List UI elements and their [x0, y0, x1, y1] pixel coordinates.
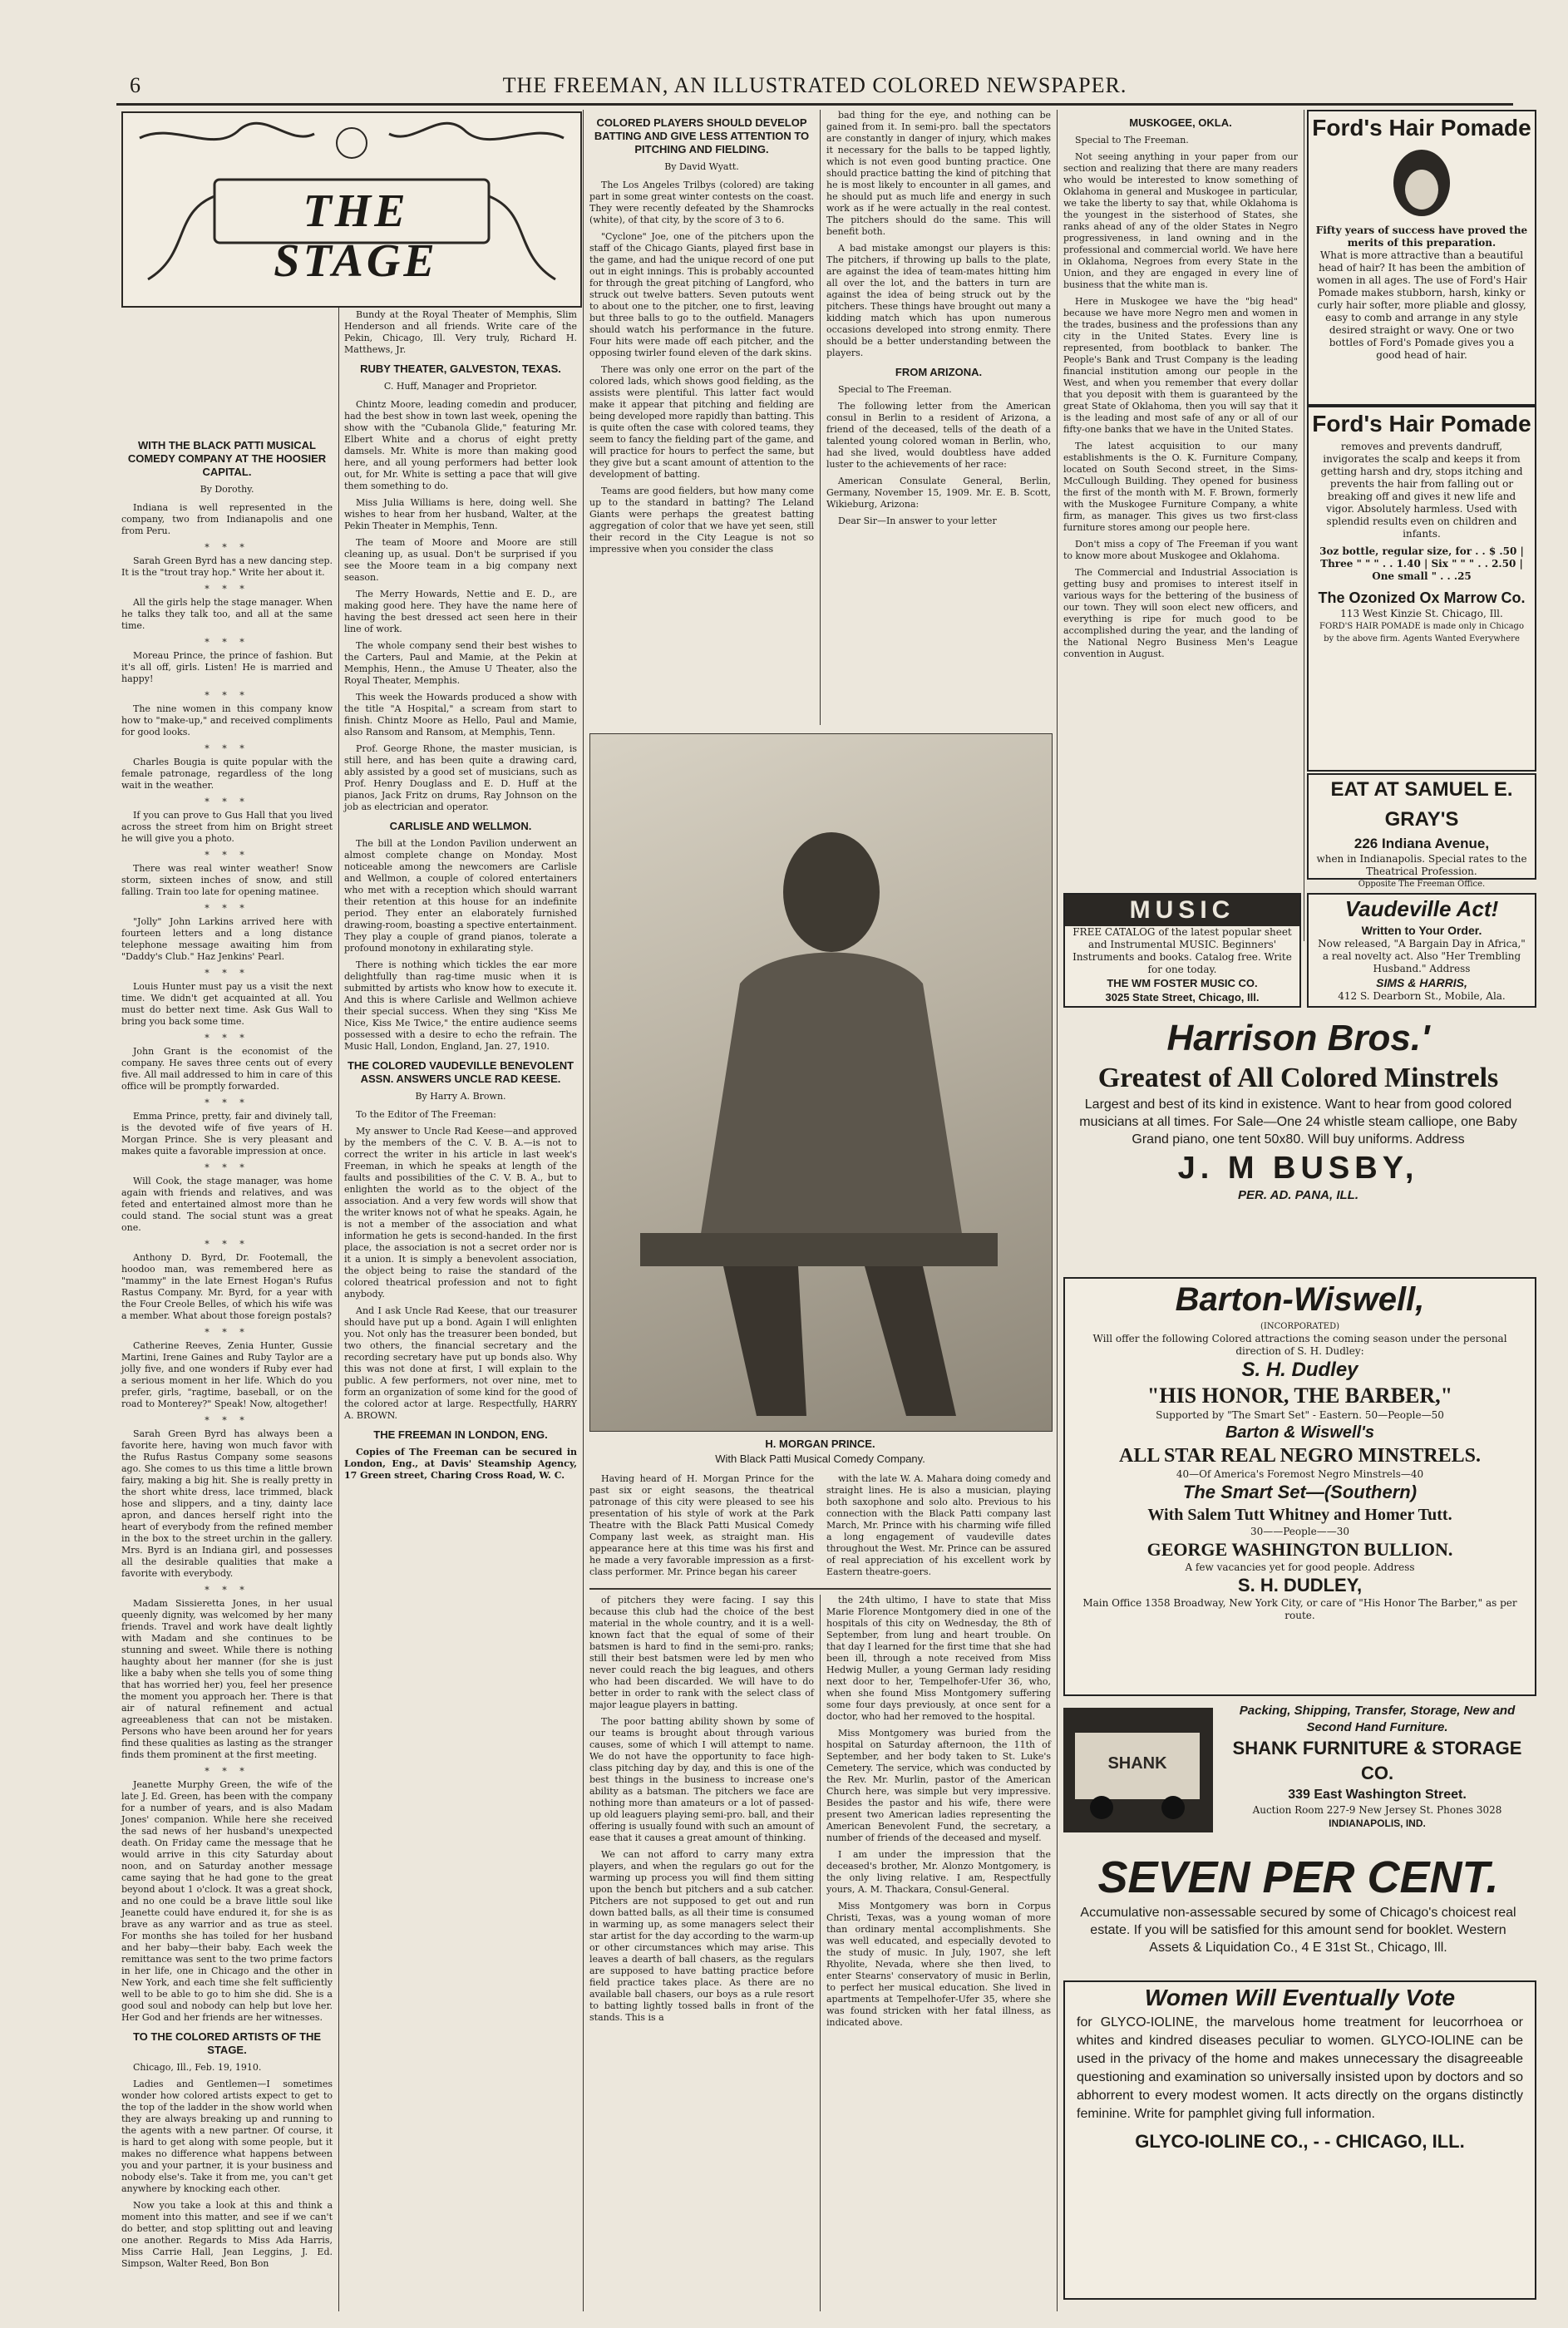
prince-paragraph: with the late W. A. Mahara doing comedy and straight lines. He is also a musician, playing both saxophone and solo alto. Previous to his connection with the Black Patti company last March, Mr. Prince with his charming wife filled a long engagement of vaudeville dates throughout the West. Mr. Prince can be assured of real appreciation of his excellent work by Eastern theatre-goers. — [826, 1473, 1051, 1577]
vaudeville-paragraph: And I ask Uncle Rad Keese, that our treasurer should have put up a bond. Again I will enlighten you. Not only has the treasurer been bonded, but two others, the financial secretary and the recording secretary have put up bonds also. Why this was not done at first, I will explain to the public. A few performers, not over nine, met to form an organization of some kind for the good of the colored actor at large. Respectfully, HARRY A. BROWN. — [344, 1305, 577, 1421]
ruby-paragraph: This week the Howards produced a show with the title "A Hospital," a scream from start to finish. Chintz Moore as Hello, Paul and Mamie, also Ransom and Ransom, at Memphis, Tenn. — [344, 692, 577, 737]
muskogee-paragraph: Don't miss a copy of The Freeman if you want to know more about Muskogee and Oklahoma. — [1063, 539, 1298, 561]
ruby-paragraph: The Merry Howards, Nettie and E. D., are making good here. They have the name here of having the best dressed act seen here in their line of work. — [344, 589, 577, 634]
stage-column: WITH THE BLACK PATTI MUSICAL COMEDY COMPANY AT THE HOOSIER CAPITAL. By Dorothy. Indiana is well represented in the company, two from Indianapolis and one from Peru. * * * Sarah Green Byrd has a new dancing step. It is the "trout tray hop." Write her about it. * * * All the girls help the stage manager. When he talks they talk too, and all at the same time. * * * Moreau Prince, the prince of fashion. But it's all off, girls. Listen! He is married and happy! * * * The nine women in this company know how to "make-up," and received compliments for good looks. * * * Charles Bougia is quite popular with the female patronage, regardless of the long wait in the weather. * * * If you can prove to Gus Hall that you lived across the street from him on Bright street he will give you a photo. * * * There was real winter weather! Snow storm, sixteen inches of snow, and still falling. Train too late for opening matinee. * * * "Jolly" John Larkins arrived here with fourteen letters and a long distance telephone message awaiting him from "Daddy's Club." Haz Jenkins' Pearl. * * * Louis Hunter must pay us a visit the next time. We didn't get acquainted at all. You must do better next time. Ask Gus Wall to bring you back some time. * * * John Grant is the economist of the company. He saves three cents out of every five. All mail addressed to him in care of this office will be promptly forwarded. * * * Emma Prince, pretty, fair and divinely tall, is the devoted wife of five years of H. Morgan Prince. She is very pleasant and makes quite a favorable impression at once. * * * Will Cook, the stage manager, was home again with friends and relatives, and was feted and entertained almost more than he could stand. The social stunt was a great one. * * * Anthony D. Byrd, Dr. Footemall, the hoodoo man, was remembered here as "mammy" in the late Ernest Hogan's Rufus Rastus Company. Mr. Byrd, for a year with the Four Creole Belles, of which his wife was a member. What about those foreign postals? * * * Catherine Reeves, Zenia Hunter, Gussie Martini, Irene Gaines and Ruby Taylor are a jolly five, and one wonders if Ruby ever had a serious moment in her life. Which do you prefer, girls, "ragtime, baseball, or on the road to Monterey?" Speak! Now, altogether! * * * Sarah Green Byrd has always been a favorite here, having won much favor with the Rufus Rastus Company some seasons ago. She comes to us this time a little brown fairy, making a big hit. She is really pretty in the short white dress, lace trimmed, black hose and slippers, and a tiny, dainty lace apron, and dances herself right into the heart of everybody from the refined member in the box to the street urchin in the gallery. Mrs. Byrd is an Indiana girl, and possesses all the desirable qualities that make a favorite with everybody. * * * Madam Sissieretta Jones, in her usual queenly dignity, was welcomed by her many friends. Travel and work have dealt lightly with Madam and she continues to be stunning and sweet. While there is nothing haughty about her manner (for she is just like a baby when she tells you of some thing that has worried her) you, feel her presence the moment you approach her. There is that air of natural refinement and actual agreeableness that can not be mistaken. Persons who have been around her for years find these qualities as lasting as the stranger finds them prominent at the first meeting. * * * Jeanette Murphy Green, the wife of the late J. Ed. Green, has been with the company for a number of years, and is also Madam Jones' companion. While here she received the sad news of her husband's unexpected death. On Friday came the message that he would arrive in this city Saturday about noon, and on Saturday another message came saying that he had gone to the great beyond about 1 o'clock. It was a great shock, and no one could be a brave little soul like Jeanette could have endured it, for she is as brave as any warrior and as true as steel. For months she has toiled for her husband and her baby—their baby. Each week the remittance was sent to the two prime factors in her life, one in Chicago and the other in New York, and each time she felt sufficiently well to be able to go to him she did. She is a good soul and nobody can help but love her. Her God and her friends are her witnesses. TO THE COLORED ARTISTS OF THE STAGE. Chicago, Ill., Feb. 19, 1910. Ladies and Gentlemen—I sometimes wonder how colored artists expect to get to the top of the ladder in the show world when they are always breaking up and running to the agents with a new partner. Of course, it is hard to get along with some people, but it makes no difference what happens between you and your partner, it is your business and nobody else's. Take it from me, you can't get anywhere by knocking each other. Now you take a look at this and think a moment into this matter, and see if we can't do better, and stop splitting out and leaving one another. Regards to Miss Ada Harris, Miss Carrie Hall, Jean Leggins, J. Ed. Simpson, Walter Reed, Bon Bon — [121, 439, 333, 2269]
shank-furniture-ad: SHANK Packing, Shipping, Transfer, Storage, New and Second Hand Furniture. SHANK FURNITURE & STORAGE CO. 339 East Washington Street. Auction Room 227-9 New Jersey St. Phones 3028 INDIANAPOLIS, IND. — [1063, 1703, 1533, 1846]
page-number: 6 — [130, 73, 141, 97]
stage-headline: WITH THE BLACK PATTI MUSICAL COMEDY COMPANY AT THE HOOSIER CAPITAL. — [127, 439, 327, 478]
woman-portrait-icon — [1309, 145, 1535, 221]
letter-dateline: Chicago, Ill., Feb. 19, 1910. — [133, 2062, 262, 2073]
baseball-headline: COLORED PLAYERS SHOULD DEVELOP BATTING AND GIVE LESS ATTENTION TO PITCHING AND FIELDING. — [594, 116, 810, 155]
arizona-headline: FROM ARIZONA. — [895, 366, 983, 378]
harrison-minstrels-ad: Harrison Bros.' Greatest of All Colored Minstrels Largest and best of its kind in existence. Want to hear from good colored musicians at all times. For Sale—One 24 whistle steam calliope, one Baby Grand piano, one tent 50x80. Will buy uniforms. Address J. M BUSBY, PER. AD. PANA, ILL. — [1079, 1018, 1517, 1202]
london-notice: Copies of The Freeman can be secured in London, Eng., at Davis' Steamship Agency, 17 Green street, Charing Cross Road, W. C. — [344, 1447, 577, 1481]
letter-paragraph: Now you take a look at this and think a moment into this matter, and see if we can't do better, and stop splitting out and leaving one another. Regards to Miss Ada Harris, Miss Carrie Hall, Jean Leggins, J. Ed. Simpson, Walter Reed, Bon Bon — [121, 2200, 333, 2269]
seven-per-cent-ad: SEVEN PER CENT. Accumulative non-assessable secured by some of Chicago's choicest real estate. If you will be satisfied for this amount send for booklet. Western Assets & Liquidation Co., 4 E 31st St., Chicago, Ill. — [1080, 1852, 1516, 1955]
baseball-paragraph: of pitchers they were facing. I say this because this club had the choice of the best material in the whole country, and it is a well-known fact that the equal of some of their batsmen is hard to find in the semi-pro. ranks; still their best batsmen were led by men who never could reach the big leagues, and others who had been discarded. We will have to do better in order to rank with the select class of major league players in batting. — [589, 1595, 814, 1710]
seated-man-figure-icon — [590, 734, 1052, 1431]
ruby-paragraph: The whole company send their best wishes to the Carters, Paul and Mamie, at the Pekin at Memphis, Henn., the Amuse U Theater, also the Royal Theater, Memphis. — [344, 640, 577, 686]
masthead — [116, 70, 1513, 106]
barton-wiswell-ad: Barton-Wiswell, (INCORPORATED) Will offer the following Colored attractions the coming season under the personal direction of S. H. Dudley: S. H. Dudley "HIS HONOR, THE BARBER," Supported by "The Smart Set" - Eastern. 50—People—50 Barton & Wiswell's ALL STAR REAL NEGRO MINSTRELS. 40—Of America's Foremost Negro Minstrels—40 The Smart Set—(Southern) With Salem Tutt Whitney and Homer Tutt. 30——People——30 GEORGE WASHINGTON BULLION. A few vacancies yet for good people. Address S. H. DUDLEY, Main Office 1358 Broadway, New York City, or care of "His Honor The Barber," as per route. — [1063, 1277, 1536, 1696]
london-headline: THE FREEMAN IN LONDON, ENG. — [373, 1428, 548, 1441]
stage-paragraph: The nine women in this company know how to "make-up," and received compliments for good looks. — [121, 703, 333, 737]
caption-name: H. MORGAN PRINCE. — [765, 1438, 875, 1450]
stage-byline: By Dorothy. — [200, 484, 254, 495]
vaudeville-paragraph: To the Editor of The Freeman: — [356, 1109, 496, 1120]
gray-restaurant-ad: EAT AT SAMUEL E. GRAY'S 226 Indiana Avenue, when in Indianapolis. Special rates to the Theatrical Profession. Opposite The Freeman Office. — [1307, 773, 1536, 880]
music-catalog-ad: MUSIC FREE CATALOG of the latest popular sheet and Instrumental MUSIC. Beginners' Instruments and books. Catalog free. Write for one today. THE WM FOSTER MUSIC CO. 3025 State Street, Chicago, Ill. — [1063, 893, 1301, 1008]
stage-paragraph: Will Cook, the stage manager, was home again with friends and relatives, and was feted and entertained almost more than he could stand. The social stunt was a great one. — [121, 1176, 333, 1233]
vaudeville-paragraph: My answer to Uncle Rad Keese—and approved by the members of the C. V. B. A.—is not to correct the writer in his article in last week's Freeman, in which he speaks at length of the faults and possibilities of the C. V. B. A., but to enlighten the world as to the object of the association. And a very few words will show that the writer knows not of what he speaks. Again, he is not a member of the association and what information he gets is second-handed. In the first place, the association is not a secret order nor is it a union. It is simply a benevolent association, the object being to raise the standard of the colored theatrical profession and not to fight anybody. — [344, 1126, 577, 1300]
stage-paragraph: Emma Prince, pretty, fair and divinely tall, is the devoted wife of five years of H. Morgan Prince. She is very pleasant and makes quite a favorable impression at once. — [121, 1111, 333, 1157]
fords-pomade-ad-1: Ford's Hair Pomade Fifty years of success have proved the merits of this preparation. What is more attractive than a beautiful head of hair? It has been the ambition of women in all ages. The use of Ford's Hair Pomade makes stubborn, harsh, kinky or curly hair softer, more pliable and glossy, easy to comb and arrange in any style desired straight or wavy. One or two bottles of Ford's Pomade gives you a good head of hair. — [1307, 110, 1536, 406]
baseball-paragraph: "Cyclone" Joe, one of the pitchers upon the staff of the Chicago Giants, played first base in the game, and had the unique record of one put out in eight innings. This is probably accounted for through the great pitching of Langford, who struck out twelve batters. Seven putouts went to about one to the pitcher, one to first, leaving but three balls to go to the outfield. Managers should watch his performance in the future. Four hits were made off each pitcher, and the opposing twirler found eleven of the dark skins. — [589, 231, 814, 358]
carlisle-paragraph: There is nothing which tickles the ear more delightfully than rag-time music when it is submitted by artists who know how to execute it. And this is where Carlisle and Wellmon achieve their special success. When they sing "Kiss Me Nice, Kiss Me Twice," the entire audience seems possessed with a desire to echo the refrain. The Music Hall, London, England, Jan. 27, 1910. — [344, 959, 577, 1052]
baseball-paragraph: Teams are good fielders, but how many come up to the standard in batting? The Leland Giants were perhaps the greatest batting aggregation of color that we have yet seen, still their record in the City League is not so impressive when you consider the class — [589, 486, 814, 555]
arizona-special: Special to The Freeman. — [838, 384, 952, 395]
letter-paragraph: Ladies and Gentlemen—I sometimes wonder how colored artists expect to get to the top of the ladder in the show world when they are always breaking up and running to the agents with a new partner. Of course, it is hard to get along with some people, but it makes no difference what happens between you and your partner, it is your business and nobody else's. Take it from me, you can't get anywhere by knocking each other. — [121, 2079, 333, 2194]
stage-paragraph: All the girls help the stage manager. When he talks they talk too, and all at the same time. — [121, 597, 333, 631]
stage-paragraph: Charles Bougia is quite popular with the female patronage, regardless of the long wait in the weather. — [121, 757, 333, 791]
arizona-paragraph: I am under the impression that the deceased's brother, Mr. Alonzo Montgomery, is the only living relative. I am, Respectfully yours, A. M. Thackara, Consul-General. — [826, 1849, 1051, 1895]
vaudeville-byline: By Harry A. Brown. — [415, 1091, 506, 1102]
arizona-paragraph: The following letter from the American consul in Berlin to a resident of Arizona, a friend of the deceased, tells of the death of a talented young colored woman in Berlin, who, had she lived, would doubtless have added luster to the achievements of her race: — [826, 401, 1051, 470]
carlisle-paragraph: The bill at the London Pavilion underwent an almost complete change on Monday. Most noticeable among the newcomers are Carlisle and Wellmon, a couple of colored entertainers who met with a reception which should warrant their retention at this house for an indefinite period. They enter an elaborately furnished drawing-room, boasting a spective entertainment. They play a couple of grand pianos, tolerate a profound monotony in exhilarating style. — [344, 838, 577, 954]
stage-paragraph: Jeanette Murphy Green, the wife of the late J. Ed. Green, has been with the company for a number of years, and is also Madam Jones' companion. While here she received the sad news of her husband's unexpected death. On Friday came the message that he would arrive in this city Saturday about noon, and on Saturday another message came saying that he had gone to the great beyond about 1 o'clock. It was a great shock, and no one could be a brave little soul like Jeanette could have endured it, for she is as brave as any warrior and as true as steel. For months she has toiled for her husband and her baby—their baby. Each week the remittance was sent to the two prime factors in her life, one in Chicago and the other in New York, and each time she felt sufficiently well to be able to go to him she did. She is a good soul and nobody can help but love her. Her God and her friends are her witnesses. — [121, 1779, 333, 2023]
muskogee-column — [1063, 110, 1298, 941]
arizona-bottom-column — [826, 1595, 1051, 2311]
newspaper-title: THE FREEMAN, AN ILLUSTRATED COLORED NEWSPAPER. — [502, 73, 1127, 97]
stage-paragraph: John Grant is the economist of the company. He saves three cents out of every five. All mail addressed to him in care of this office will be promptly forwarded. — [121, 1046, 333, 1092]
muskogee-paragraph: The Commercial and Industrial Association is getting busy and promises to interest itself in various ways for the bettering of the business of our town. They will soon elect new officers, and everything is ripe for much good to be accomplished during the year, and the landing of the National Negro Business Men's League convention in August. — [1063, 567, 1298, 659]
arizona-paragraph: the 24th ultimo, I have to state that Miss Marie Florence Montgomery died in one of the hospitals of this city on Wednesday, the 8th of September, from lung and heart trouble. On that day I learned for the first time that she had been ill, through a note received from Miss Hedwig Muller, a young German lady residing next door to her, Tempelhofer-Ufer 36, who, when she found Miss Montgomery suffering some four days previously, at once sent for a doctor, who had her removed to the hospital. — [826, 1595, 1051, 1722]
stage-paragraph: Catherine Reeves, Zenia Hunter, Gussie Martini, Irene Gaines and Ruby Taylor are a jolly five, and one wonders if Ruby ever had a serious moment in her life. Which do you prefer, girls, "ragtime, baseball, or on the road to Monterey?" Speak! Now, altogether! — [121, 1340, 333, 1409]
intro-paragraph: Bundy at the Royal Theater of Memphis, Slim Henderson and all friends. Write care of the Pekin, Chicago, Ill. Very truly, Richard H. Matthews, Jr. — [344, 309, 577, 355]
arizona-paragraph: Dear Sir—In answer to your letter — [838, 515, 997, 526]
baseball-continued-paragraph: bad thing for the eye, and nothing can be gained from it. In semi-pro. ball the spectators are constantly in danger of injury, which makes it necessary for the balls to be tapped lightly, which is not even good bunting practice. One should practice batting the kind of pitching that he is most likely to encounter in all games, and he should put as much life and energy in such work as if he were actually in the real contest. The pitchers should do the same. This will benefit both. — [826, 110, 1051, 237]
stage-paragraph: Moreau Prince, the prince of fashion. But it's all off, girls. Listen! He is married and happy! — [121, 650, 333, 684]
baseball-continued-paragraph: A bad mistake amongst our players is this: The pitchers, if throwing up balls to the plate, are against the idea of team-mates hitting him all over the lot, and the batters in turn are against the idea of being struck out by the pitchers. These things have brought out many a kidding match which has upon numerous occasions developed into strong enmity. There should be a better understanding between the players. — [826, 243, 1051, 358]
ruby-paragraph: Chintz Moore, leading comedin and producer, had the best show in town last week, opening the show with the "Cubanola Glide," featuring Mr. Elbert White and a chorus of eight pretty damsels. Mr. White is more than making good here, and all young performers had better look out, for Mr. White is setting a pace that will give them something to do. — [344, 399, 577, 491]
stage-paragraph: If you can prove to Gus Hall that you lived across the street from him on Bright street he will give you a photo. — [121, 810, 333, 844]
muskogee-paragraph: Not seeing anything in your paper from our section and realizing that there are many readers who would be interested to know something of Oklahoma in general and Muskogee in particular, we take the liberty to say that, while Oklahoma is the youngest in the sisterhood of States, she ranks ahead of any of the older States in Negro progressiveness, in land owning and in the professional and commercial world. We have here in Oklahoma, Negroes from every State in the Union, and they are engaged in every line of business that the white man is. — [1063, 151, 1298, 290]
muskogee-special: Special to The Freeman. — [1075, 135, 1189, 146]
muskogee-headline: MUSKOGEE, OKLA. — [1129, 116, 1232, 129]
prince-paragraph: Having heard of H. Morgan Prince for the past six or eight seasons, the theatrical patronage of this city were pleased to see his presentation of his style of work at the Park Theatre with the Black Patti Musical Comedy Company last week, as straight man. His appearance here at this time was his first and he made a very favorable impression as a first-class performer. Mr. Prince began his career — [589, 1473, 814, 1577]
baseball-paragraph: There was only one error on the part of the colored lads, which shows good fielding, as the assists were plentiful. This latter fact would make it appear that pitching and fielding are being developed more rapidly than batting. This is quite often the case with colored teams, they seem to fancy the fielding part of the game, and will practice for hours to perfect the same, but they give but a scant amount of attention to the development of batting. — [589, 364, 814, 480]
stage-paragraph: Sarah Green Byrd has always been a favorite here, having won much favor with the Rufus Rastus Company some seasons ago. She comes to us this time a little brown fairy, making a big hit. She is really pretty in the short white dress, lace trimmed, black hose and slippers, and a tiny, dainty lace apron, and dances herself right into the heart of everybody from the refined member in the box to the street urchin in the gallery. Mrs. Byrd is an Indiana girl, and possesses all the desirable qualities that make a favorite with everybody. — [121, 1428, 333, 1579]
vaudeville-act-ad: Vaudeville Act! Written to Your Order. Now released, "A Bargain Day in Africa," a real novelty act. Also "Her Trembling Husband." Address SIMS & HARRIS, 412 S. Dearborn St., Mobile, Ala. — [1307, 893, 1536, 1008]
fords-pomade-ad-2: Ford's Hair Pomade removes and prevents dandruff, invigorates the scalp and keeps it from getting harsh and dry, stops itching and prevents the hair from falling out or breaking off and gives it new life and vigor. Absolutely harmless. Used with splendid results even on children and infants. 3oz bottle, regular size, for . . $ .50 | Three " " " . . 1.40 | Six " " " . . 2.50 | One small " . . .25 The Ozonized Ox Marrow Co. 113 West Kinzie St. Chicago, Ill. FORD'S HAIR POMADE is made only in Chicago by the above firm. Agents Wanted Everywhere — [1307, 406, 1536, 772]
baseball-byline: By David Wyatt. — [664, 161, 739, 172]
stage-paragraph: Anthony D. Byrd, Dr. Footemall, the hoodoo man, was remembered here as "mammy" in the late Ernest Hogan's Rufus Rastus Company. Mr. Byrd, for a year with the Four Creole Belles, of which his wife was a member. What about those foreign postals? — [121, 1252, 333, 1321]
ruby-byline: C. Huff, Manager and Proprietor. — [383, 381, 538, 392]
stage-header-art — [121, 111, 582, 308]
muskogee-paragraph: The latest acquisition to our many establishments is the O. K. Furniture Company, located on South Second street, in the Sims-McCullough Building. They opened for business the first of the month with M. F. Brown, formerly with the Muskogee Furniture Company, a white firm, as manager. This gives us two first-class furniture stores among our people here. — [1063, 441, 1298, 533]
portrait-photo — [589, 733, 1053, 1432]
photo-caption — [589, 1437, 1051, 1467]
arizona-paragraph: Miss Montgomery was buried from the hospital on Saturday afternoon, the 11th of September, and her body taken to St. Luke's Cemetery. The service, which was conducted by the Rev. Mr. Murlin, pastor of the American Church here, was simple but very impressive. Besides the pastor and his wife, there were present two American ladies representing the American Benevolent Fund, the secretary, a number of friends of the deceased and myself. — [826, 1728, 1051, 1843]
ruby-paragraph: Prof. George Rhone, the master musician, is still here, and has been quite a drawing card, ably assisted by a good set of musicians, such as Prof. Henry Douglass and E. D. Huff at the pianos, Jack Fritz on drums, Ray Johnson on the job as electrician and operator. — [344, 743, 577, 812]
stage-paragraph: Sarah Green Byrd has a new dancing step. It is the "trout tray hop." Write her about it. — [121, 555, 333, 578]
prince-text-b — [826, 1473, 1051, 1581]
truck-label: SHANK — [1107, 1754, 1167, 1773]
ruby-column — [344, 309, 577, 2311]
stage-title: THE STAGE — [274, 185, 438, 287]
artists-headline: TO THE COLORED ARTISTS OF THE STAGE. — [132, 2030, 322, 2056]
glyco-ioline-ad: Women Will Eventually Vote for GLYCO-IOLINE, the marvelous home treatment for leucorrhoea or whites and kindred diseases peculiar to women. GLYCO-IOLINE can be used in the privacy of the home and makes unnecessary the disagreeable questioning and examination so universally insisted upon by doctors and so abhorrent to every modest women. It acts directly on the organs distinctly feminine. Write for pamphlet giving full information. GLYCO-IOLINE CO., - - CHICAGO, ILL. — [1063, 1980, 1536, 2300]
stage-paragraph: Indiana is well represented in the company, two from Indianapolis and one from Peru. — [121, 502, 333, 536]
stage-paragraph: There was real winter weather! Snow storm, sixteen inches of snow, and still falling. Train too late for opening matinee. — [121, 863, 333, 897]
arizona-paragraph: Miss Montgomery was born in Corpus Christi, Texas, was a young woman of more than ordinary mental accomplishments. She was well educated, and especially devoted to the study of music. In July, 1907, she left Rhyolite, Nevada, where she then lived, to enter Stearns' conservatory of music in Berlin, to perfect her musical education. She lived in apartments at Tempelhofer-Ufer 35, where she was found stricken with her fatal illness, as indicated above. — [826, 1901, 1051, 2028]
baseball-bottom-column — [589, 1595, 814, 2311]
ruby-headline: RUBY THEATER, GALVESTON, TEXAS. — [360, 363, 561, 375]
prince-text-a — [589, 1473, 814, 1581]
arizona-paragraph: American Consulate General, Berlin, Germany, November 15, 1909. Mr. E. B. Scott, Wikieburg, Arizona: — [826, 476, 1051, 510]
stage-paragraph: Louis Hunter must pay us a visit the next time. We didn't get acquainted at all. You must do better next time. Ask Gus Wall to bring you back some time. — [121, 981, 333, 1027]
carlisle-headline: CARLISLE AND WELLMON. — [389, 820, 532, 832]
stage-paragraph: Madam Sissieretta Jones, in her usual queenly dignity, was welcomed by her many friends. Travel and work have dealt lightly with Madam and she continues to be stunning and sweet. While there is nothing haughty about her manner (for she is just like a baby when she tells you of some thing that has worried her) you, feel her presence the moment you approach her. There is that air of natural refinement and actual agreeableness that can not be mistaken. Persons who have been around her for years find these qualities as lasting as the stranger finds them prominent at the first meeting. — [121, 1598, 333, 1760]
baseball-paragraph: We can not afford to carry many extra players, and when the regulars go out for the warming up process you will find them sitting upon the bench but pitchers and a sub catcher. Pitchers are not supposed to get out and run down batted balls, as all their time is consumed in warming up, as some managers select their star artist for the day according to the warm-up or other circumstances which may arise. This leaves a dearth of ball chasers, as the regulars are supposed to have batting practice before field practice takes place. As there are no available ball chasers, our boys as a rule resort to batting lightly tossed balls in front of the stands. This is a — [589, 1849, 814, 2023]
baseball-paragraph: The Los Angeles Trilbys (colored) are taking part in some great winter contests on the coast. They were recently defeated by the Shamrocks (white), of that city, by the score of 3 to 6. — [589, 180, 814, 225]
ruby-paragraph: The team of Moore and Moore are still cleaning up, as usual. Don't be surprised if you see the Moore team in a big company next season. — [344, 537, 577, 583]
caption-subtitle: With Black Patti Musical Comedy Company. — [715, 1453, 925, 1465]
arizona-column — [826, 110, 1051, 725]
vaudeville-assn-headline: THE COLORED VAUDEVILLE BENEVOLENT ASSN. ANSWERS UNCLE RAD KEESE. — [347, 1059, 574, 1085]
ruby-paragraph: Miss Julia Williams is here, doing well. She wishes to hear from her husband, Walter, at the Pekin Theater in Memphis, Tenn. — [344, 497, 577, 531]
muskogee-paragraph: Here in Muskogee we have the "big head" because we have more Negro men and women in the trades, business and the professions than any city in the United States. Every line is represented, from bootblack to banker. The People's Bank and Trust Company is the leading financial institution among our people in the West, and when you remember that every dollar that you deposit with them is guaranteed by the great State of Oklahoma, then you will say that it is the leading and most safe of any or all of our fifty-one banks that we have in the United States. — [1063, 296, 1298, 435]
stage-paragraph: "Jolly" John Larkins arrived here with fourteen letters and a long distance telephone message awaiting him from "Daddy's Club." Haz Jenkins' Pearl. — [121, 916, 333, 962]
baseball-column — [589, 110, 814, 725]
baseball-paragraph: The poor batting ability shown by some of our teams is brought about through various causes, some of which I will attempt to name. We do not have the opportunity to face high-class pitching day by day, and this is one of the best things in the business to increase one's ability as a batsman. The pitchers we face are nothing more than amateurs or a lot of passed-up old leaguers playing semi-pro. ball, and their offering is usually found with such an amount of ease that it causes a great amount of thinking. — [589, 1716, 814, 1843]
